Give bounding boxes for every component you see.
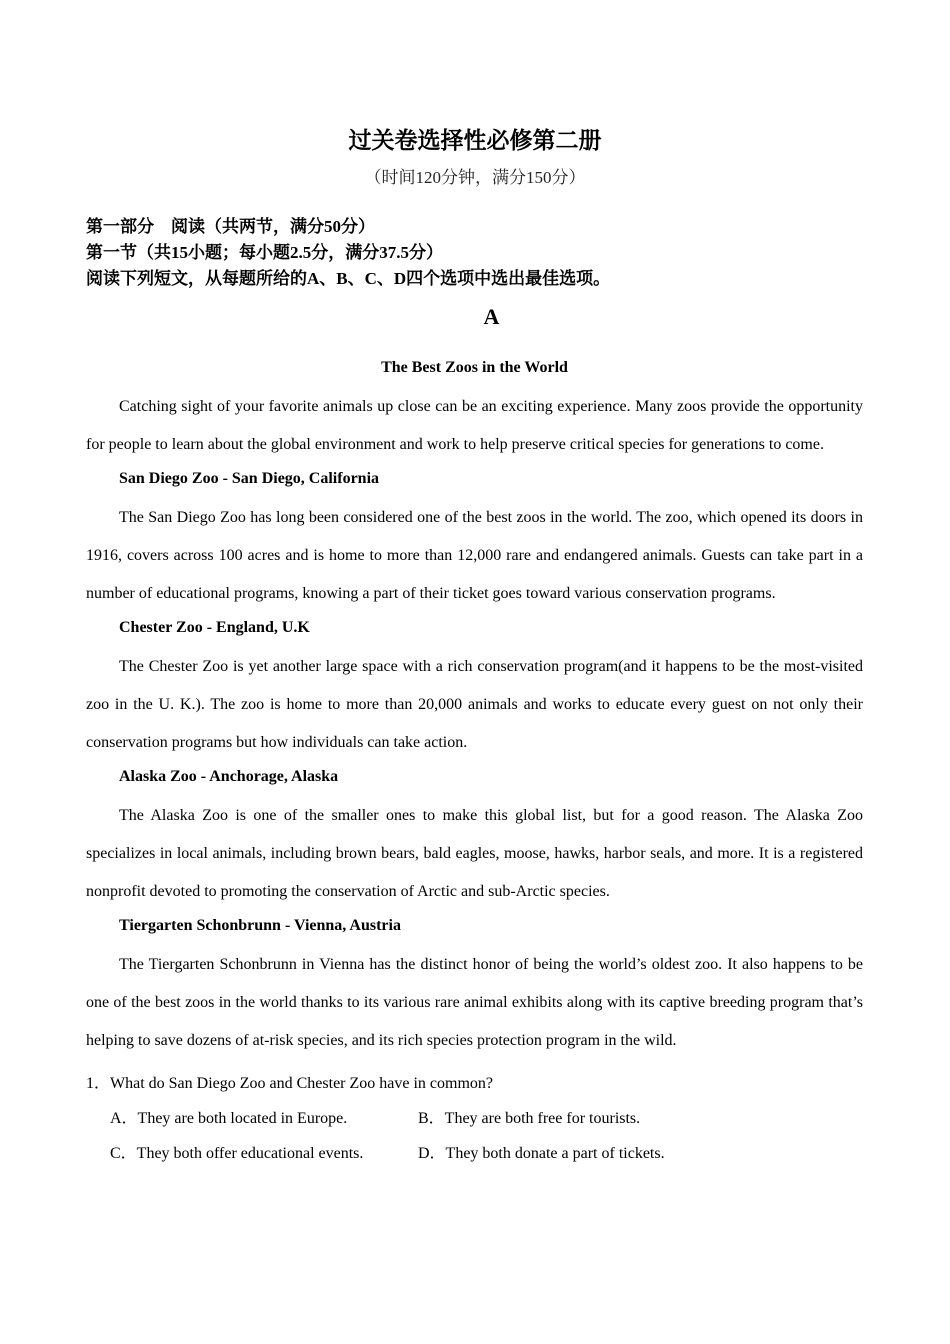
document-subtitle: （时间120分钟，满分150分） bbox=[364, 168, 586, 187]
zoo-heading: Tiergarten Schonbrunn - Vienna, Austria bbox=[119, 917, 401, 934]
passage-letter: A bbox=[483, 304, 500, 329]
zoo-paragraph: The Tiergarten Schonbrunn in Vienna has the distinct honor of being the world’s oldest zoo. It also happens to be one of the best zoos in the world thanks to its various rare animal exhibits along with its captive breeding program that’s helping to save dozens of at-risk species, and its rich species protection program in the wild. bbox=[86, 956, 863, 1049]
part-heading: 第一部分 阅读（共两节，满分50分） bbox=[86, 217, 375, 236]
intro-paragraph: Catching sight of your favorite animals up close can be an exciting experience. Many zoos provide the opportunity for people to learn about the global environment and work to help preserve critical species for generations to come. bbox=[86, 398, 863, 453]
article-title: The Best Zoos in the World bbox=[381, 359, 568, 376]
zoo-heading: San Diego Zoo - San Diego, California bbox=[119, 470, 380, 487]
zoo-paragraph: The San Diego Zoo has long been considered one of the best zoos in the world. The zoo, which opened its doors in 1916, covers across 100 acres and is home to more than 12,000 rare and endangered animals. Guests can take part in a number of educational programs, knowing a part of their ticket goes toward various conservation programs. bbox=[86, 509, 863, 602]
instruction-line: 阅读下列短文，从每题所给的A、B、C、D四个选项中选出最佳选项。 bbox=[86, 269, 611, 288]
zoo-paragraph: The Chester Zoo is yet another large space with a rich conservation program(and it happens to be the most-visited zoo in the U. K.). The zoo is home to more than 20,000 animals and works to educate every guest on not only their conservation programs but how individuals can take action. bbox=[86, 658, 863, 751]
reading-passage bbox=[86, 354, 863, 1178]
option-row bbox=[110, 1108, 863, 1130]
option-a[interactable]: A．They are both located in Europe. bbox=[110, 1110, 348, 1127]
zoo-heading: Chester Zoo - England, U.K bbox=[119, 619, 310, 636]
question-stem: 1．What do San Diego Zoo and Chester Zoo have in common? bbox=[86, 1075, 494, 1092]
zoo-heading: Alaska Zoo - Anchorage, Alaska bbox=[119, 768, 339, 785]
zoo-paragraph: The Alaska Zoo is one of the smaller ones to make this global list, but for a good reason. The Alaska Zoo specializes in local animals, including brown bears, bald eagles, moose, hawks, harbor seals, and more. It is a registered nonprofit devoted to promoting the conservation of Arctic and sub-Arctic species. bbox=[86, 807, 863, 900]
document-title: 过关卷选择性必修第二册 bbox=[348, 128, 602, 153]
option-d[interactable]: D．They both donate a part of tickets. bbox=[418, 1145, 665, 1162]
option-row bbox=[110, 1143, 863, 1165]
option-c[interactable]: C．They both offer educational events. bbox=[110, 1145, 364, 1162]
section-heading: 第一节（共15小题；每小题2.5分，满分37.5分） bbox=[86, 243, 443, 262]
option-b[interactable]: B．They are both free for tourists. bbox=[418, 1110, 641, 1127]
section-instructions bbox=[86, 214, 876, 292]
